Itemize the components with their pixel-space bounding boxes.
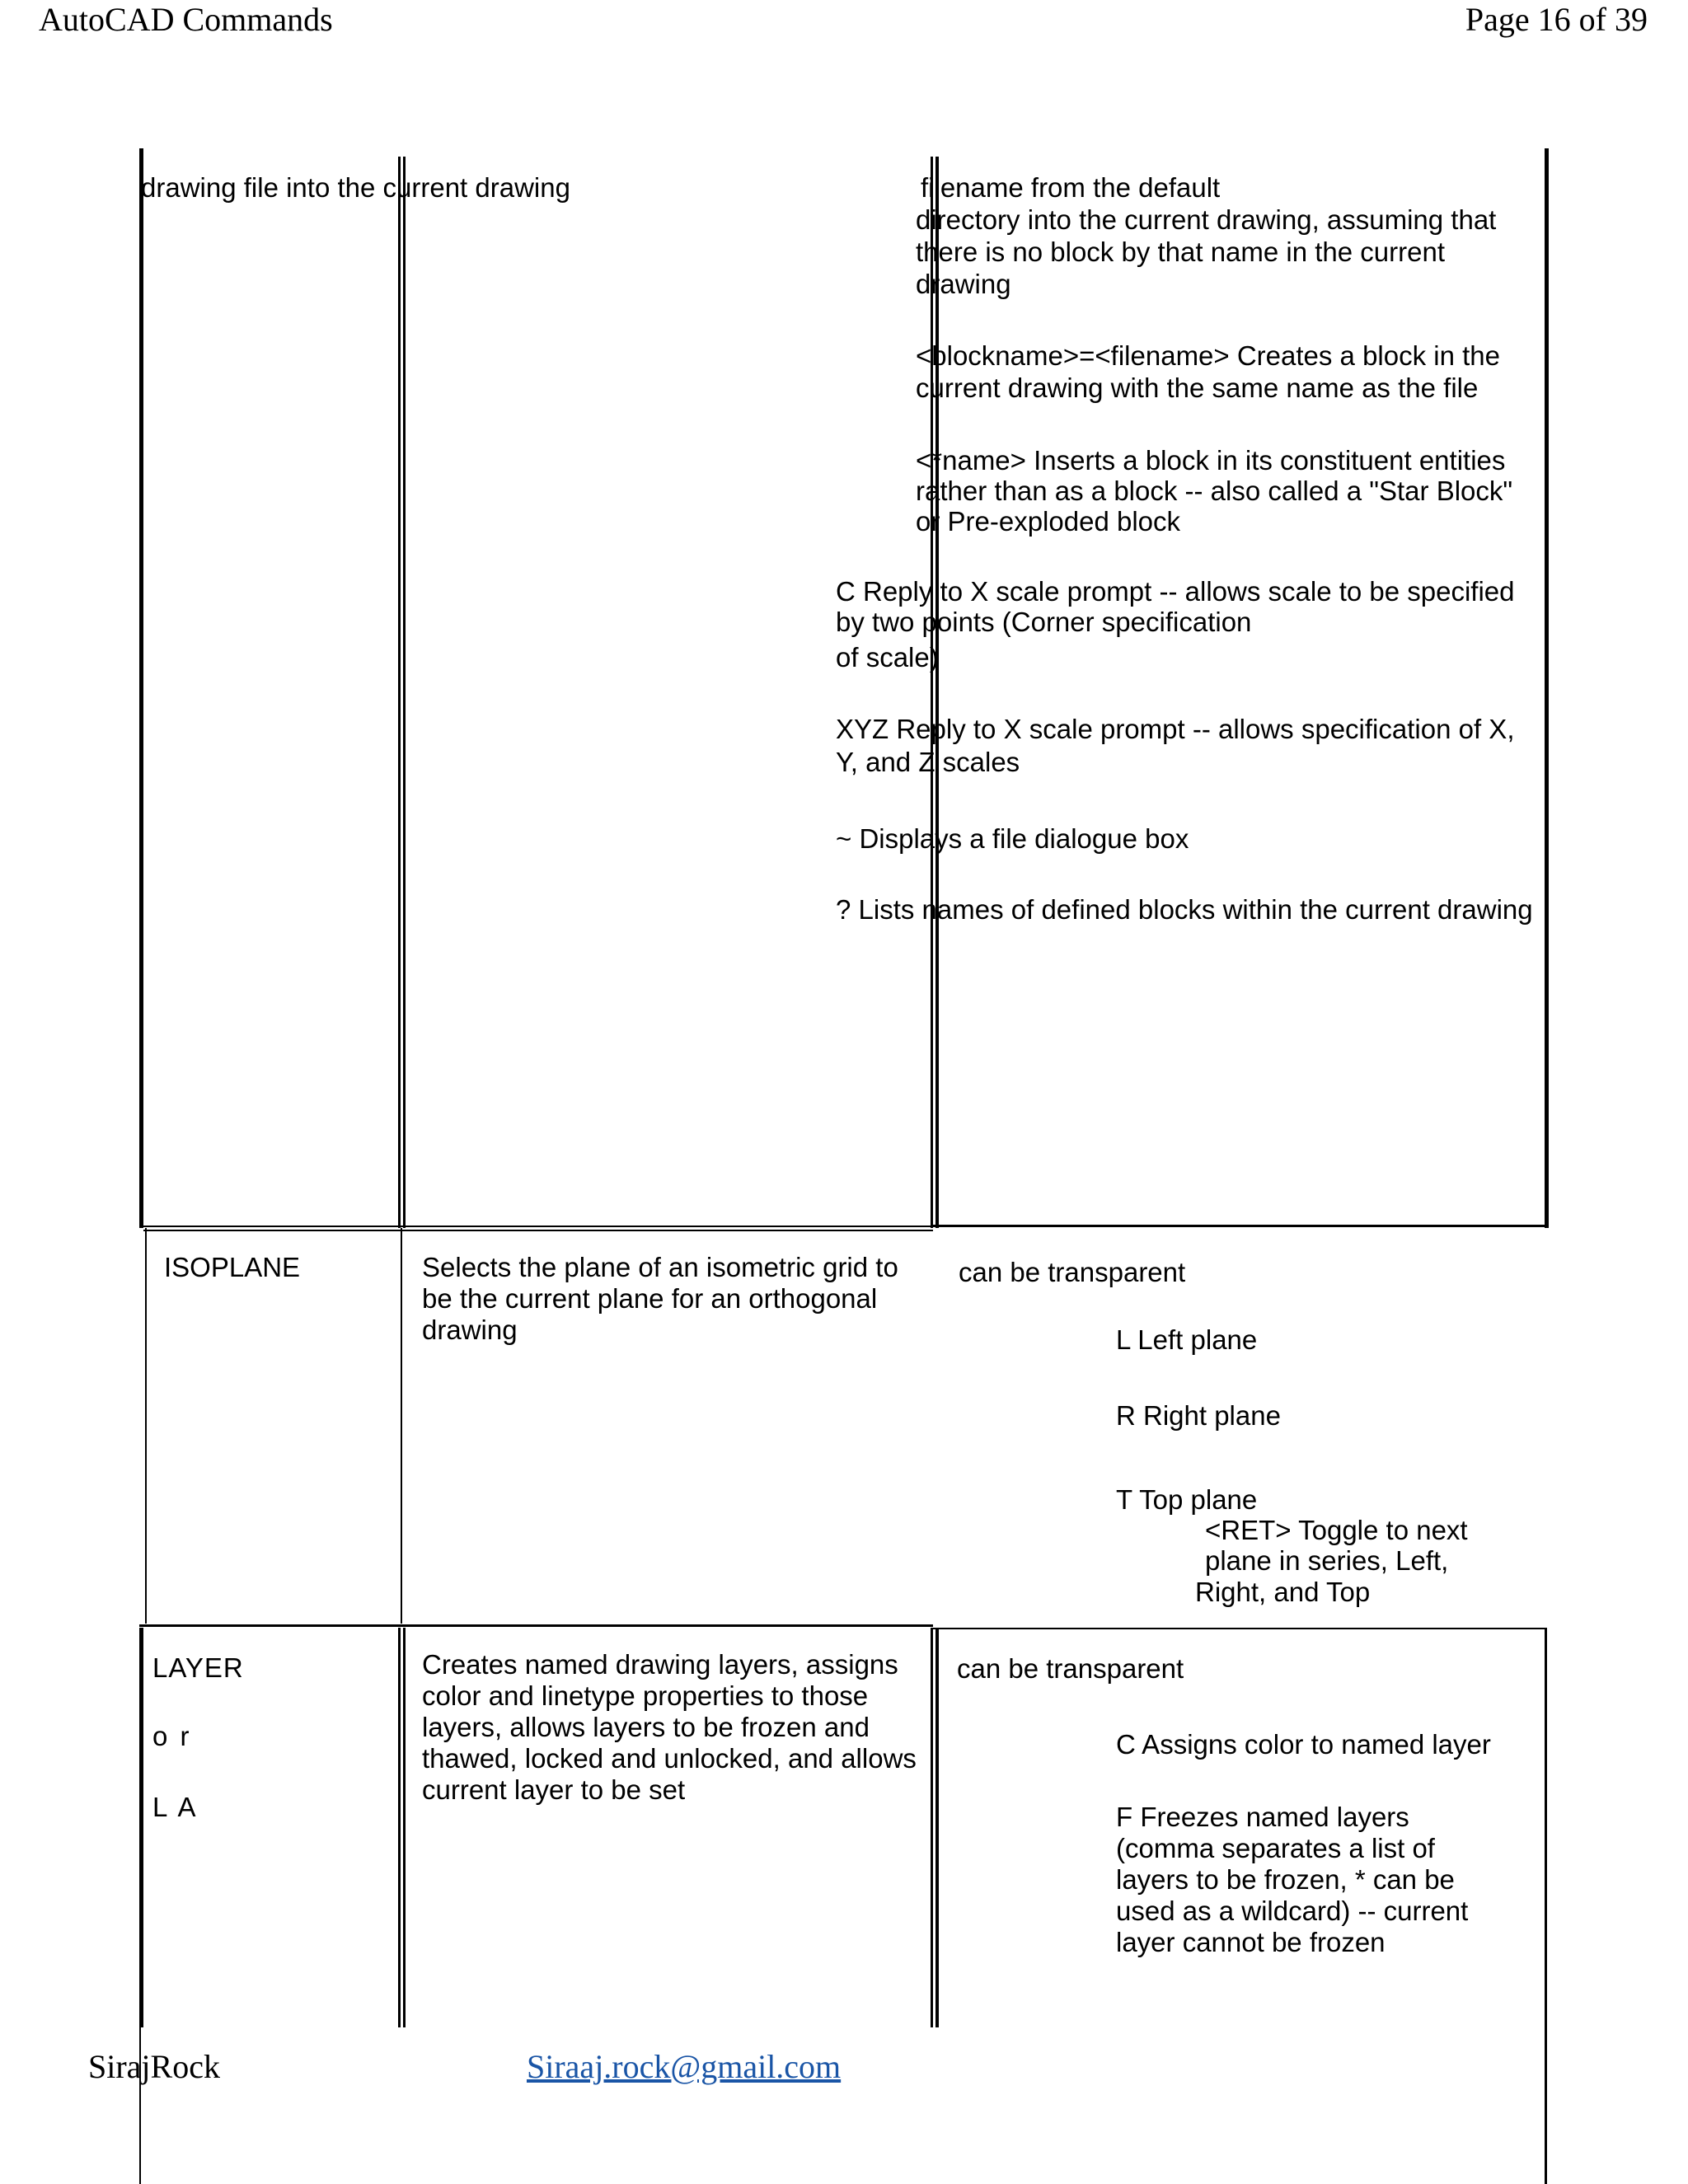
- insert-option-line: <*name> Inserts a block in its constituent entities: [916, 445, 1506, 476]
- isoplane-option-ret: <RET> Toggle to next: [1205, 1515, 1468, 1545]
- isoplane-option-top: T Top plane: [1116, 1484, 1258, 1515]
- isoplane-option-right: R Right plane: [1116, 1400, 1281, 1431]
- footer-email-link[interactable]: Siraaj.rock@gmail.com: [527, 2048, 842, 2085]
- insert-option-line: directory into the current drawing, assuming that: [916, 204, 1497, 235]
- insert-description-continued: drawing file into the current drawing: [141, 172, 570, 203]
- layer-option-freeze-cont: layer cannot be frozen: [1116, 1927, 1386, 1957]
- insert-option-line: ? Lists names of defined blocks within the current drawing: [836, 894, 1533, 925]
- layer-option-freeze-cont: used as a wildcard) -- current: [1116, 1896, 1469, 1926]
- layer-transparent-note: can be transparent: [957, 1653, 1184, 1684]
- insert-option-line: by two points (Corner specification: [836, 607, 1252, 637]
- rule: [933, 1628, 1545, 1629]
- footer-author: SirajRock: [88, 2048, 220, 2085]
- rule: [139, 148, 143, 1228]
- insert-option-line: rather than as a block -- also called a "Star Block": [916, 476, 1513, 506]
- rule: [1545, 148, 1549, 1228]
- layer-or: o r: [152, 1721, 192, 1751]
- rule: [139, 1628, 143, 2027]
- isoplane-option-ret-cont: plane in series, Left,: [1205, 1545, 1449, 1576]
- insert-option-line: of scale): [836, 642, 939, 673]
- rule: [145, 1228, 147, 1624]
- layer-command: LAYER: [152, 1652, 244, 1683]
- insert-option-line: Y, and Z scales: [836, 747, 1020, 777]
- rule: [931, 157, 933, 1228]
- insert-option-line: <blockname>=<filename> Creates a block in the: [916, 340, 1501, 371]
- rule: [398, 157, 401, 1228]
- rule: [1545, 1628, 1547, 2184]
- insert-option-line: C Reply to X scale prompt -- allows scale to be specified: [836, 576, 1515, 607]
- rule: [403, 157, 406, 1228]
- layer-option-freeze-cont: layers to be frozen, * can be: [1116, 1864, 1455, 1895]
- rule: [931, 1628, 933, 2027]
- rule: [403, 1628, 406, 2027]
- isoplane-command: ISOPLANE: [164, 1252, 301, 1282]
- layer-alias: L A: [152, 1792, 199, 1822]
- document-title: AutoCAD Commands: [39, 1, 333, 38]
- page-number: Page 16 of 39: [1465, 1, 1648, 38]
- rule: [935, 157, 939, 1228]
- layer-option-freeze: F Freezes named layers: [1116, 1802, 1409, 1832]
- rule: [143, 1226, 933, 1227]
- rule: [401, 1228, 402, 1624]
- rule: [935, 1628, 939, 2027]
- isoplane-description: Selects the plane of an isometric grid to be the current plane for an orthogonal drawing: [422, 1252, 898, 1345]
- layer-option-color: C Assigns color to named layer: [1116, 1729, 1491, 1760]
- isoplane-transparent-note: can be transparent: [959, 1257, 1186, 1287]
- insert-option-line: XYZ Reply to X scale prompt -- allows specification of X,: [836, 714, 1515, 744]
- insert-option-line: or Pre-exploded block: [916, 506, 1181, 537]
- isoplane-option-ret-cont: Right, and Top: [1195, 1577, 1371, 1607]
- rule: [143, 1230, 933, 1231]
- insert-option-line: filename from the default: [921, 172, 1221, 203]
- insert-option-line: there is no block by that name in the current: [916, 237, 1446, 267]
- layer-description: Creates named drawing layers, assigns color and linetype properties to those layers, allows layers to be frozen and thawed, locked and unlocked, and allows current layer to be set: [422, 1649, 917, 1805]
- rule: [398, 1628, 401, 2027]
- isoplane-option-left: L Left plane: [1116, 1324, 1258, 1355]
- rule: [139, 1624, 933, 1627]
- insert-option-line: ~ Displays a file dialogue box: [836, 823, 1189, 854]
- insert-option-line: current drawing with the same name as the file: [916, 373, 1479, 403]
- layer-option-freeze-cont: (comma separates a list of: [1116, 1833, 1435, 1863]
- rule: [933, 1225, 1547, 1227]
- insert-option-line: drawing: [916, 269, 1011, 299]
